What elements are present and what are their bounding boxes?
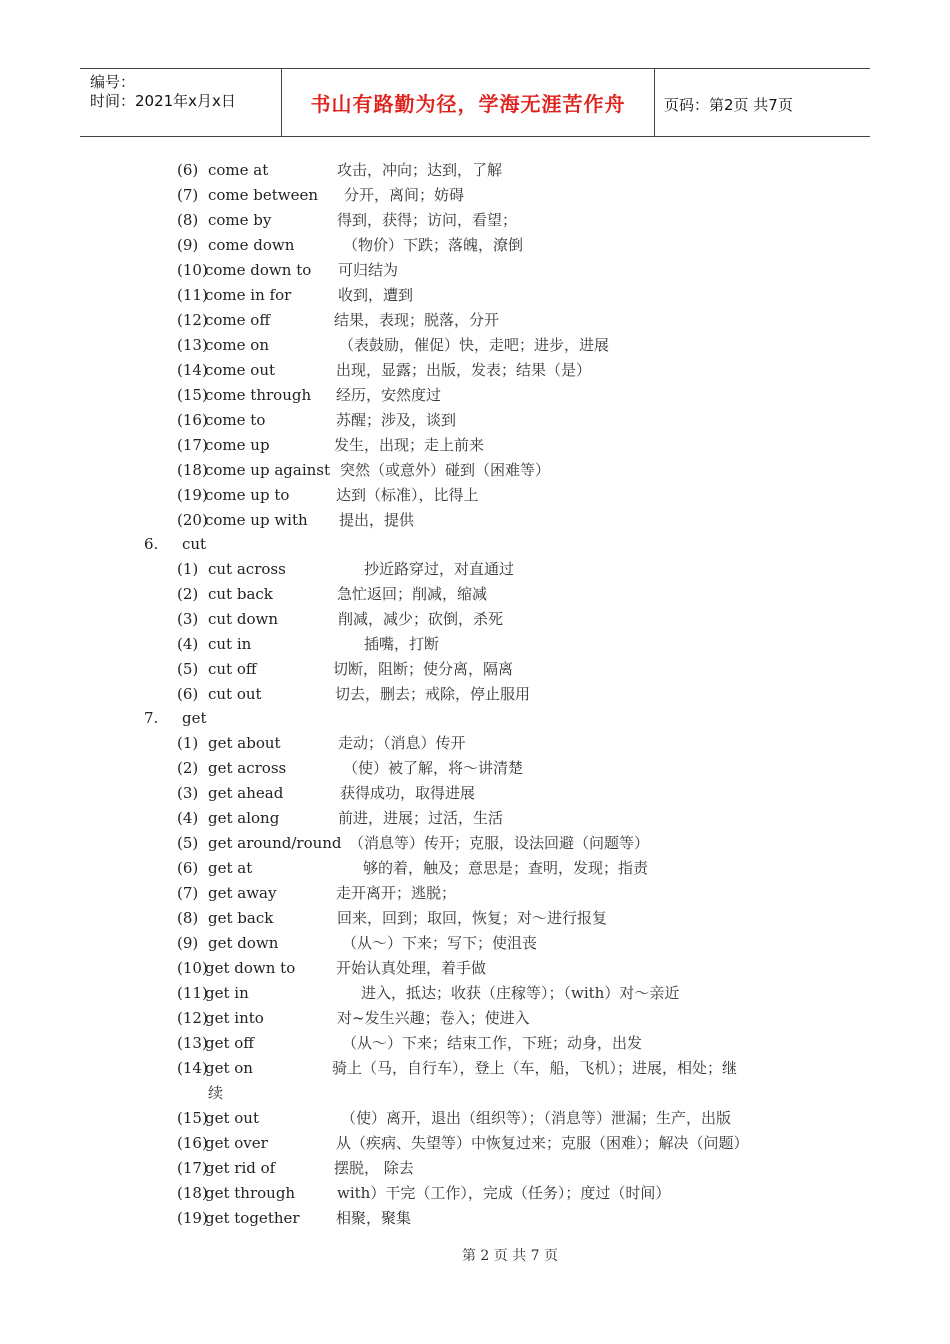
phrase-text: come down to	[205, 261, 312, 279]
meaning-text: 收到，遭到	[338, 286, 414, 304]
meaning-text: 突然（或意外）碰到（困难等）	[340, 461, 551, 479]
item-number: (10)	[177, 261, 208, 279]
meaning-text: 前进，进展；过活，生活	[338, 809, 504, 827]
item-number: (6)	[177, 161, 199, 179]
item-number: (14)	[177, 361, 208, 379]
section-number: 7.	[144, 709, 159, 727]
phrase-text: get ahead	[208, 784, 284, 802]
phrase-text: come off	[205, 311, 270, 329]
meaning-text: 切去，删去；戒除，停止服用	[335, 685, 531, 703]
meaning-text: 从（疾病、失望等）中恢复过来；克服（困难）；解决（问题）	[336, 1134, 749, 1152]
meaning-text: （消息等）传开；克服，设法回避（问题等）	[349, 834, 650, 852]
phrase-text: get on	[205, 1059, 253, 1077]
phrase-text: get into	[205, 1009, 264, 1027]
item-number: (1)	[177, 560, 199, 578]
phrase-text: come up with	[205, 511, 308, 529]
meaning-text: 急忙返回；削减，缩减	[337, 585, 488, 603]
item-number: (5)	[177, 834, 199, 852]
phrase-text: get back	[208, 909, 274, 927]
header-bottom-rule	[80, 136, 870, 137]
phrase-text: get off	[205, 1034, 254, 1052]
meaning-text: 走动；（消息）传开	[338, 734, 466, 752]
meaning-text: （表鼓励，催促）快，走吧；进步，进展	[339, 336, 610, 354]
header-top-rule	[80, 68, 870, 69]
phrase-text: come by	[208, 211, 272, 229]
meaning-text: （从～）下来；结束工作，下班；动身，出发	[342, 1034, 643, 1052]
phrase-text: come down	[208, 236, 295, 254]
meaning-text: 削减，减少；砍倒，杀死	[338, 610, 504, 628]
meaning-text: 攻击，冲向；达到，了解	[337, 161, 503, 179]
meaning-text: 获得成功，取得进展	[340, 784, 476, 802]
meaning-text: 提出，提供	[339, 511, 415, 529]
meaning-text: （使）离开，退出（组织等）；（消息等）泄漏；生产，出版	[341, 1109, 732, 1127]
item-number: (12)	[177, 1009, 208, 1027]
section-number: 6.	[144, 535, 159, 553]
phrase-text: get across	[208, 759, 287, 777]
phrase-text: come up to	[205, 486, 290, 504]
meaning-text: 开始认真处理，着手做	[336, 959, 487, 977]
phrase-text: get together	[205, 1209, 300, 1227]
phrase-text: come up	[205, 436, 270, 454]
meaning-text: 走开离开；逃脱；	[336, 884, 457, 902]
meaning-text: 出现，显露；出版，发表；结果（是）	[336, 361, 592, 379]
phrase-text: come to	[205, 411, 266, 429]
item-number: (20)	[177, 511, 208, 529]
item-number: (9)	[177, 934, 199, 952]
phrase-text: get down	[208, 934, 279, 952]
item-number: (3)	[177, 784, 199, 802]
phrase-text: cut in	[208, 635, 252, 653]
item-number: (5)	[177, 660, 199, 678]
meaning-text: （从～）下来；写下；使沮丧	[342, 934, 538, 952]
phrase-text: get through	[205, 1184, 296, 1202]
item-number: (19)	[177, 1209, 208, 1227]
phrase-text: get around/round	[208, 834, 342, 852]
meaning-text: 可归结为	[338, 261, 399, 279]
phrase-text: get about	[208, 734, 281, 752]
phrase-text: get along	[208, 809, 280, 827]
meaning-text: 分开，离间；妨碍	[344, 186, 465, 204]
phrase-text: cut across	[208, 560, 286, 578]
page-label: 页码：第2页 共7页	[664, 96, 793, 114]
item-number: (17)	[177, 1159, 208, 1177]
item-number: (16)	[177, 1134, 208, 1152]
item-number: (9)	[177, 236, 199, 254]
meaning-text: 对~发生兴趣；卷入；使进入	[337, 1009, 530, 1027]
phrase-text: come between	[208, 186, 319, 204]
item-number: (1)	[177, 734, 199, 752]
meaning-text: 苏醒；涉及，谈到	[336, 411, 457, 429]
item-number: (14)	[177, 1059, 208, 1077]
section-title: get	[182, 709, 207, 727]
meaning-text: 抄近路穿过，对直通过	[364, 560, 515, 578]
meaning-text: 进入，抵达；收获（庄稼等）；（with）对～亲近	[361, 984, 680, 1002]
motto: 书山有路勤为径，学海无涯苦作舟	[310, 92, 626, 116]
meaning-text: with）干完（工作），完成（任务）；度过（时间）	[337, 1184, 671, 1202]
phrase-text: get down to	[205, 959, 296, 977]
phrase-text: come up against	[205, 461, 331, 479]
item-number: (18)	[177, 1184, 208, 1202]
item-number: (19)	[177, 486, 208, 504]
item-number: (16)	[177, 411, 208, 429]
phrase-text: get at	[208, 859, 253, 877]
phrase-text: come at	[208, 161, 269, 179]
item-number: (13)	[177, 336, 208, 354]
item-number: (2)	[177, 585, 199, 603]
item-number: (4)	[177, 635, 199, 653]
item-number: (8)	[177, 211, 199, 229]
phrase-text: cut back	[208, 585, 273, 603]
item-number: (10)	[177, 959, 208, 977]
phrase-text: come in for	[205, 286, 292, 304]
phrase-text: get over	[205, 1134, 268, 1152]
phrase-text: get in	[205, 984, 249, 1002]
header-divider-right	[654, 68, 655, 136]
meaning-text: 插嘴，打断	[364, 635, 440, 653]
phrase-text: come out	[205, 361, 276, 379]
item-number: (6)	[177, 685, 199, 703]
meaning-text: 经历，安然度过	[336, 386, 442, 404]
phrase-text: cut down	[208, 610, 278, 628]
meaning-text: 摆脱， 除去	[334, 1159, 414, 1177]
meaning-text: 相聚，聚集	[336, 1209, 412, 1227]
section-title: cut	[182, 535, 207, 553]
phrase-text: come through	[205, 386, 312, 404]
item-number: (8)	[177, 909, 199, 927]
meaning-text: 回来，回到；取回，恢复；对～进行报复	[337, 909, 608, 927]
meaning-text: 骑上（马，自行车），登上（车，船，飞机）；进展，相处；继	[332, 1059, 738, 1077]
phrase-text: cut out	[208, 685, 262, 703]
meaning-text: （物价）下跌；落魄，潦倒	[343, 236, 524, 254]
item-number: (15)	[177, 1109, 208, 1127]
item-number: (18)	[177, 461, 208, 479]
phrase-text: get out	[205, 1109, 259, 1127]
phrase-text: come on	[205, 336, 269, 354]
meaning-text: （使）被了解，将～讲清楚	[343, 759, 524, 777]
item-number: (2)	[177, 759, 199, 777]
meaning-text: 发生，出现；走上前来	[334, 436, 485, 454]
phrase-text: get away	[208, 884, 277, 902]
meaning-continuation: 续	[208, 1084, 224, 1102]
item-number: (17)	[177, 436, 208, 454]
serial-label: 编号：	[90, 73, 136, 91]
time-label: 时间：2021年x月x日	[90, 92, 236, 110]
item-number: (4)	[177, 809, 199, 827]
item-number: (12)	[177, 311, 208, 329]
item-number: (11)	[177, 984, 208, 1002]
item-number: (7)	[177, 884, 199, 902]
phrase-text: cut off	[208, 660, 257, 678]
item-number: (7)	[177, 186, 199, 204]
meaning-text: 切断，阻断；使分离，隔离	[333, 660, 514, 678]
phrase-text: get rid of	[205, 1159, 276, 1177]
item-number: (13)	[177, 1034, 208, 1052]
meaning-text: 达到（标准），比得上	[336, 486, 479, 504]
meaning-text: 够的着，触及；意思是；查明，发现；指责	[363, 859, 649, 877]
item-number: (6)	[177, 859, 199, 877]
meaning-text: 结果，表现；脱落，分开	[334, 311, 500, 329]
page-footer: 第 2 页 共 7 页	[461, 1248, 559, 1264]
item-number: (3)	[177, 610, 199, 628]
item-number: (15)	[177, 386, 208, 404]
item-number: (11)	[177, 286, 208, 304]
meaning-text: 得到，获得；访问，看望；	[337, 211, 518, 229]
